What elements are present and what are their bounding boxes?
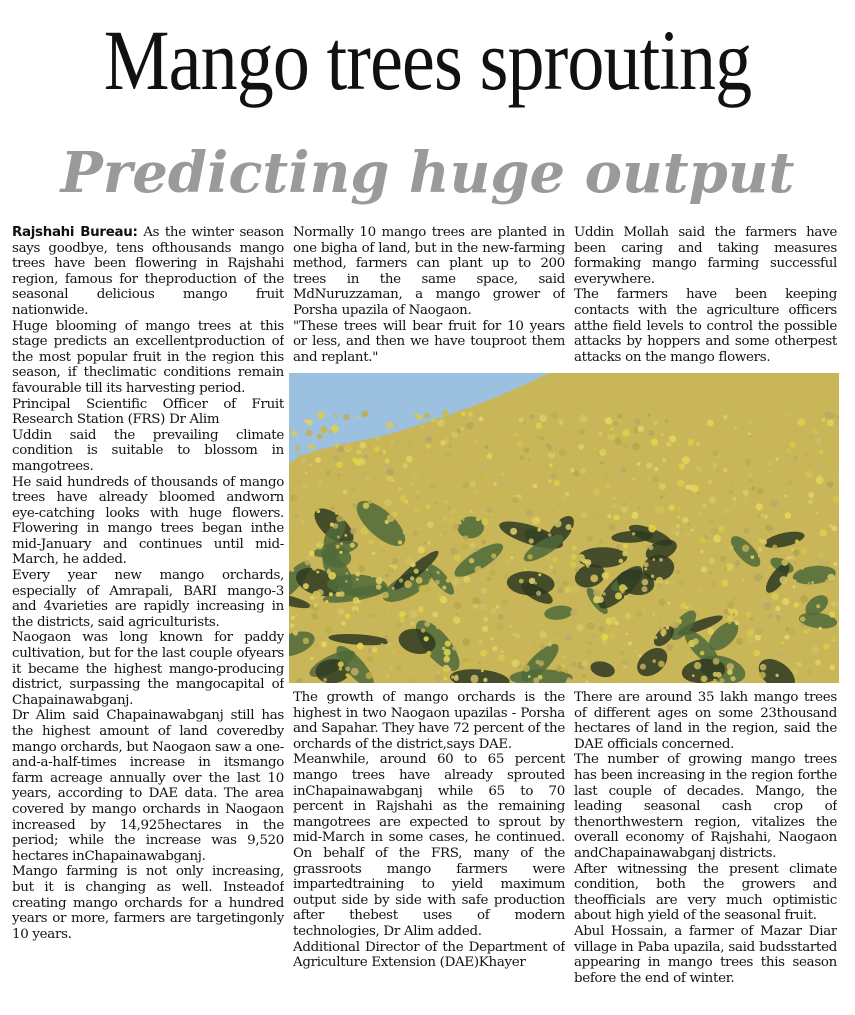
- paragraph: Mango farming is not only increasing, but it is changing as well. Insteadof creating mango orchards for a hundred years or more, farmers are targetingonly 10 years.: [12, 864, 284, 942]
- subheadline: Predicting huge output: [60, 140, 795, 206]
- article-column-3-bottom: [574, 690, 837, 1005]
- paragraph: Uddin said the prevailing climate condition is suitable to blossom in mangotrees.: [12, 427, 284, 474]
- paragraph: "These trees will bear fruit for 10 years or less, and then we have touproot them and replant.": [293, 318, 565, 365]
- article-column-2-bottom: [293, 690, 565, 1005]
- paragraph: The growth of mango orchards is the highest in two Naogaon upazilas - Porsha and Sapahar. They have 72 percent of the orchards of the district,says DAE.: [293, 690, 565, 752]
- paragraph: He said hundreds of thousands of mango trees have already bloomed andworn eye-catching looks with huge flowers. Flowering in mango trees began inthe mid-January and continues until mid-March, he added.: [12, 474, 284, 568]
- paragraph: The number of growing mango trees has been increasing in the region forthe last couple of decades. Mango, the leading seasonal cash crop of thenorthwestern region, vitalizes the overall economy of Rajshahi, Naogaon andChapainawabganj districts.: [574, 752, 837, 861]
- paragraph: Normally 10 mango trees are planted in one bigha of land, but in the new-farming method, farmers can plant up to 200 trees in the same space, said MdNuruzzaman, a mango grower of Porsha upazila of Naogaon.: [293, 225, 565, 318]
- paragraph: Every year new mango orchards, especially of Amrapali, BARI mango-3 and 4varieties are rapidly increasing in the districts, said agriculturists.: [12, 568, 284, 630]
- paragraph: There are around 35 lakh mango trees of different ages on some 23thousand hectares of land in the region, said the DAE officials concerned.: [574, 690, 837, 752]
- mango-blossom-photo: [289, 373, 839, 683]
- paragraph: Additional Director of the Department of Agriculture Extension (DAE)Khayer: [293, 939, 565, 971]
- paragraph: Meanwhile, around 60 to 65 percent mango trees have already sprouted inChapainawabganj while 65 to 70 percent in Rajshahi as the remaining mangotrees are expected to sprout by mid-March in some cases, he continued. On behalf of the FRS, many of the grassroots mango farmers were impartedtraining to yield maximum output side by side with safe production after thebest uses of modern technologies, Dr Alim added.: [293, 752, 565, 939]
- headline: Mango trees sprouting: [103, 12, 752, 108]
- paragraph: After witnessing the present climate condition, both the growers and theofficials are very much optimistic about high yield of the seasonal fruit.: [574, 861, 837, 924]
- paragraph: Uddin Mollah said the farmers have been caring and taking measures formaking mango farming successful everywhere.: [574, 225, 837, 287]
- paragraph: Abul Hossain, a farmer of Mazar Diar village in Paba upazila, said budsstarted appearing in mango trees this season before the end of winter.: [574, 923, 837, 986]
- paragraph: Naogaon was long known for paddy cultivation, but for the last couple ofyears it became the highest mango-producing district, surpassing the mangocapital of Chapainawabganj.: [12, 630, 284, 708]
- paragraph: Rajshahi Bureau: As the winter season says goodbye, tens ofthousands mango trees have been flowering in Rajshahi region, famous for theproduction of the seasonal delicious mango fruit nationwide.: [12, 225, 284, 318]
- paragraph: Huge blooming of mango trees at this stage predicts an excellentproduction of the most popular fruit in the region this season, if theclimatic conditions remain favourable till its harvesting period.: [12, 318, 284, 396]
- article-column-1: [12, 225, 284, 1005]
- article-column-2-top: [293, 225, 565, 370]
- article-column-3-top: [574, 225, 837, 370]
- paragraph: The farmers have been keeping contacts with the agriculture officers atthe field levels to control the possible attacks by hoppers and some otherpest attacks on the mango flowers.: [574, 287, 837, 365]
- byline: Rajshahi Bureau:: [12, 225, 138, 240]
- mango-tree-illustration: [289, 373, 839, 683]
- paragraph: Dr Alim said Chapainawabganj still has the highest amount of land coveredby mango orchards, but Naogaon saw a one-and-a-half-times increase in itsmango farm acreage annually over the last 10 years, according to DAE data. The area covered by mango orchards in Naogaon increased by 14,925hectares in the period; while the increase was 9,520 hectares inChapainawabganj.: [12, 708, 284, 864]
- paragraph: Principal Scientific Officer of Fruit Research Station (FRS) Dr Alim: [12, 396, 284, 428]
